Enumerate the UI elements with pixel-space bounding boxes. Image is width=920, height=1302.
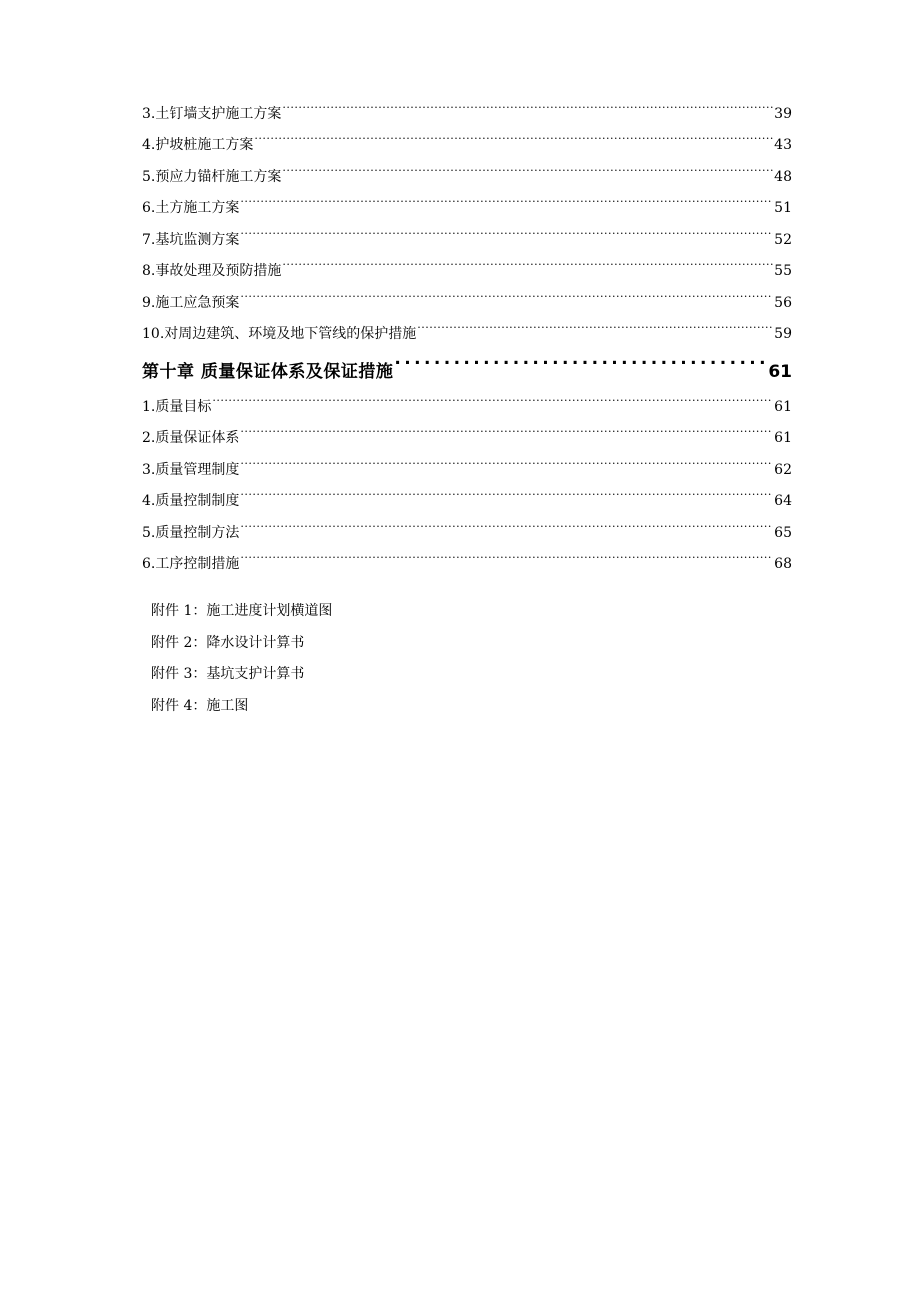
attachments-list [151,596,651,722]
dot-leader [240,442,773,474]
toc-entry-label: 1.质量目标 [142,398,212,415]
toc-page-number: 61 [774,398,792,415]
toc-page-number: 65 [774,524,792,541]
toc-entry[interactable] [142,307,792,342]
toc-entry[interactable] [142,181,792,216]
dot-leader [240,474,773,506]
dot-leader [282,86,773,118]
toc-page-number: 62 [774,461,792,478]
dot-leader [240,181,773,213]
dot-leader [240,275,773,307]
attachment-item: 附件 1：施工进度计划横道图 [151,603,333,619]
toc-entry-label: 5.质量控制方法 [142,524,240,541]
toc-page-number: 56 [774,294,792,311]
toc-page-number: 52 [774,231,792,248]
toc-entry-label: 8.事故处理及预防措施 [142,263,282,279]
dot-leader [240,411,773,443]
toc-entry-label: 9.施工应急预案 [142,294,240,311]
toc-entry-label: 4.质量控制制度 [142,493,240,509]
toc-page-number: 59 [774,326,792,342]
toc-page-number: 48 [774,168,792,185]
toc-page-number: 64 [774,493,792,509]
toc-entry-label: 7.基坑监测方案 [142,231,240,248]
toc-entry-label: 6.工序控制措施 [142,556,240,572]
toc-entry-label: 10.对周边建筑、环境及地下管线的保护措施 [142,326,417,342]
dot-leader [240,212,773,244]
toc-entry[interactable] [142,505,792,541]
dot-leader [254,118,773,150]
toc-entry[interactable] [142,474,792,509]
toc-entry-label: 3.土钉墙支护施工方案 [142,105,282,122]
toc-page-number: 61 [774,430,792,446]
table-of-contents [142,86,792,572]
dot-leader [240,537,773,569]
chapter-page-number: 61 [768,362,792,382]
toc-entry-label: 5.预应力锚杆施工方案 [142,168,282,185]
toc-entry-label: 3.质量管理制度 [142,461,240,478]
toc-entry[interactable] [142,537,792,572]
toc-entry[interactable] [142,86,792,122]
toc-page-number: 68 [774,556,792,572]
toc-entry[interactable] [142,275,792,311]
attachment-item: 附件 4：施工图 [151,697,249,714]
toc-entry-label: 6.土方施工方案 [142,200,240,216]
toc-entry[interactable] [142,379,792,415]
toc-page-number: 43 [774,137,792,153]
dot-leader [417,307,773,339]
toc-page-number: 39 [774,105,792,122]
chapter-title: 第十章 质量保证体系及保证措施 [142,362,394,382]
attachment-item: 附件 2：降水设计计算书 [151,634,305,651]
toc-entry[interactable] [142,411,792,446]
dot-leader [282,244,773,276]
toc-entry[interactable] [142,442,792,478]
toc-entry[interactable] [142,212,792,248]
dot-leader [282,149,773,181]
toc-entry-label: 4.护坡桩施工方案 [142,137,254,153]
toc-page-number: 55 [774,263,792,279]
toc-page-number: 51 [774,200,792,216]
dot-leader [394,340,767,377]
dot-leader [212,379,773,411]
toc-entry-label: 2.质量保证体系 [142,430,240,446]
attachment-item: 附件 3：基坑支护计算书 [151,666,305,682]
dot-leader [240,505,773,537]
toc-entry[interactable] [142,244,792,279]
